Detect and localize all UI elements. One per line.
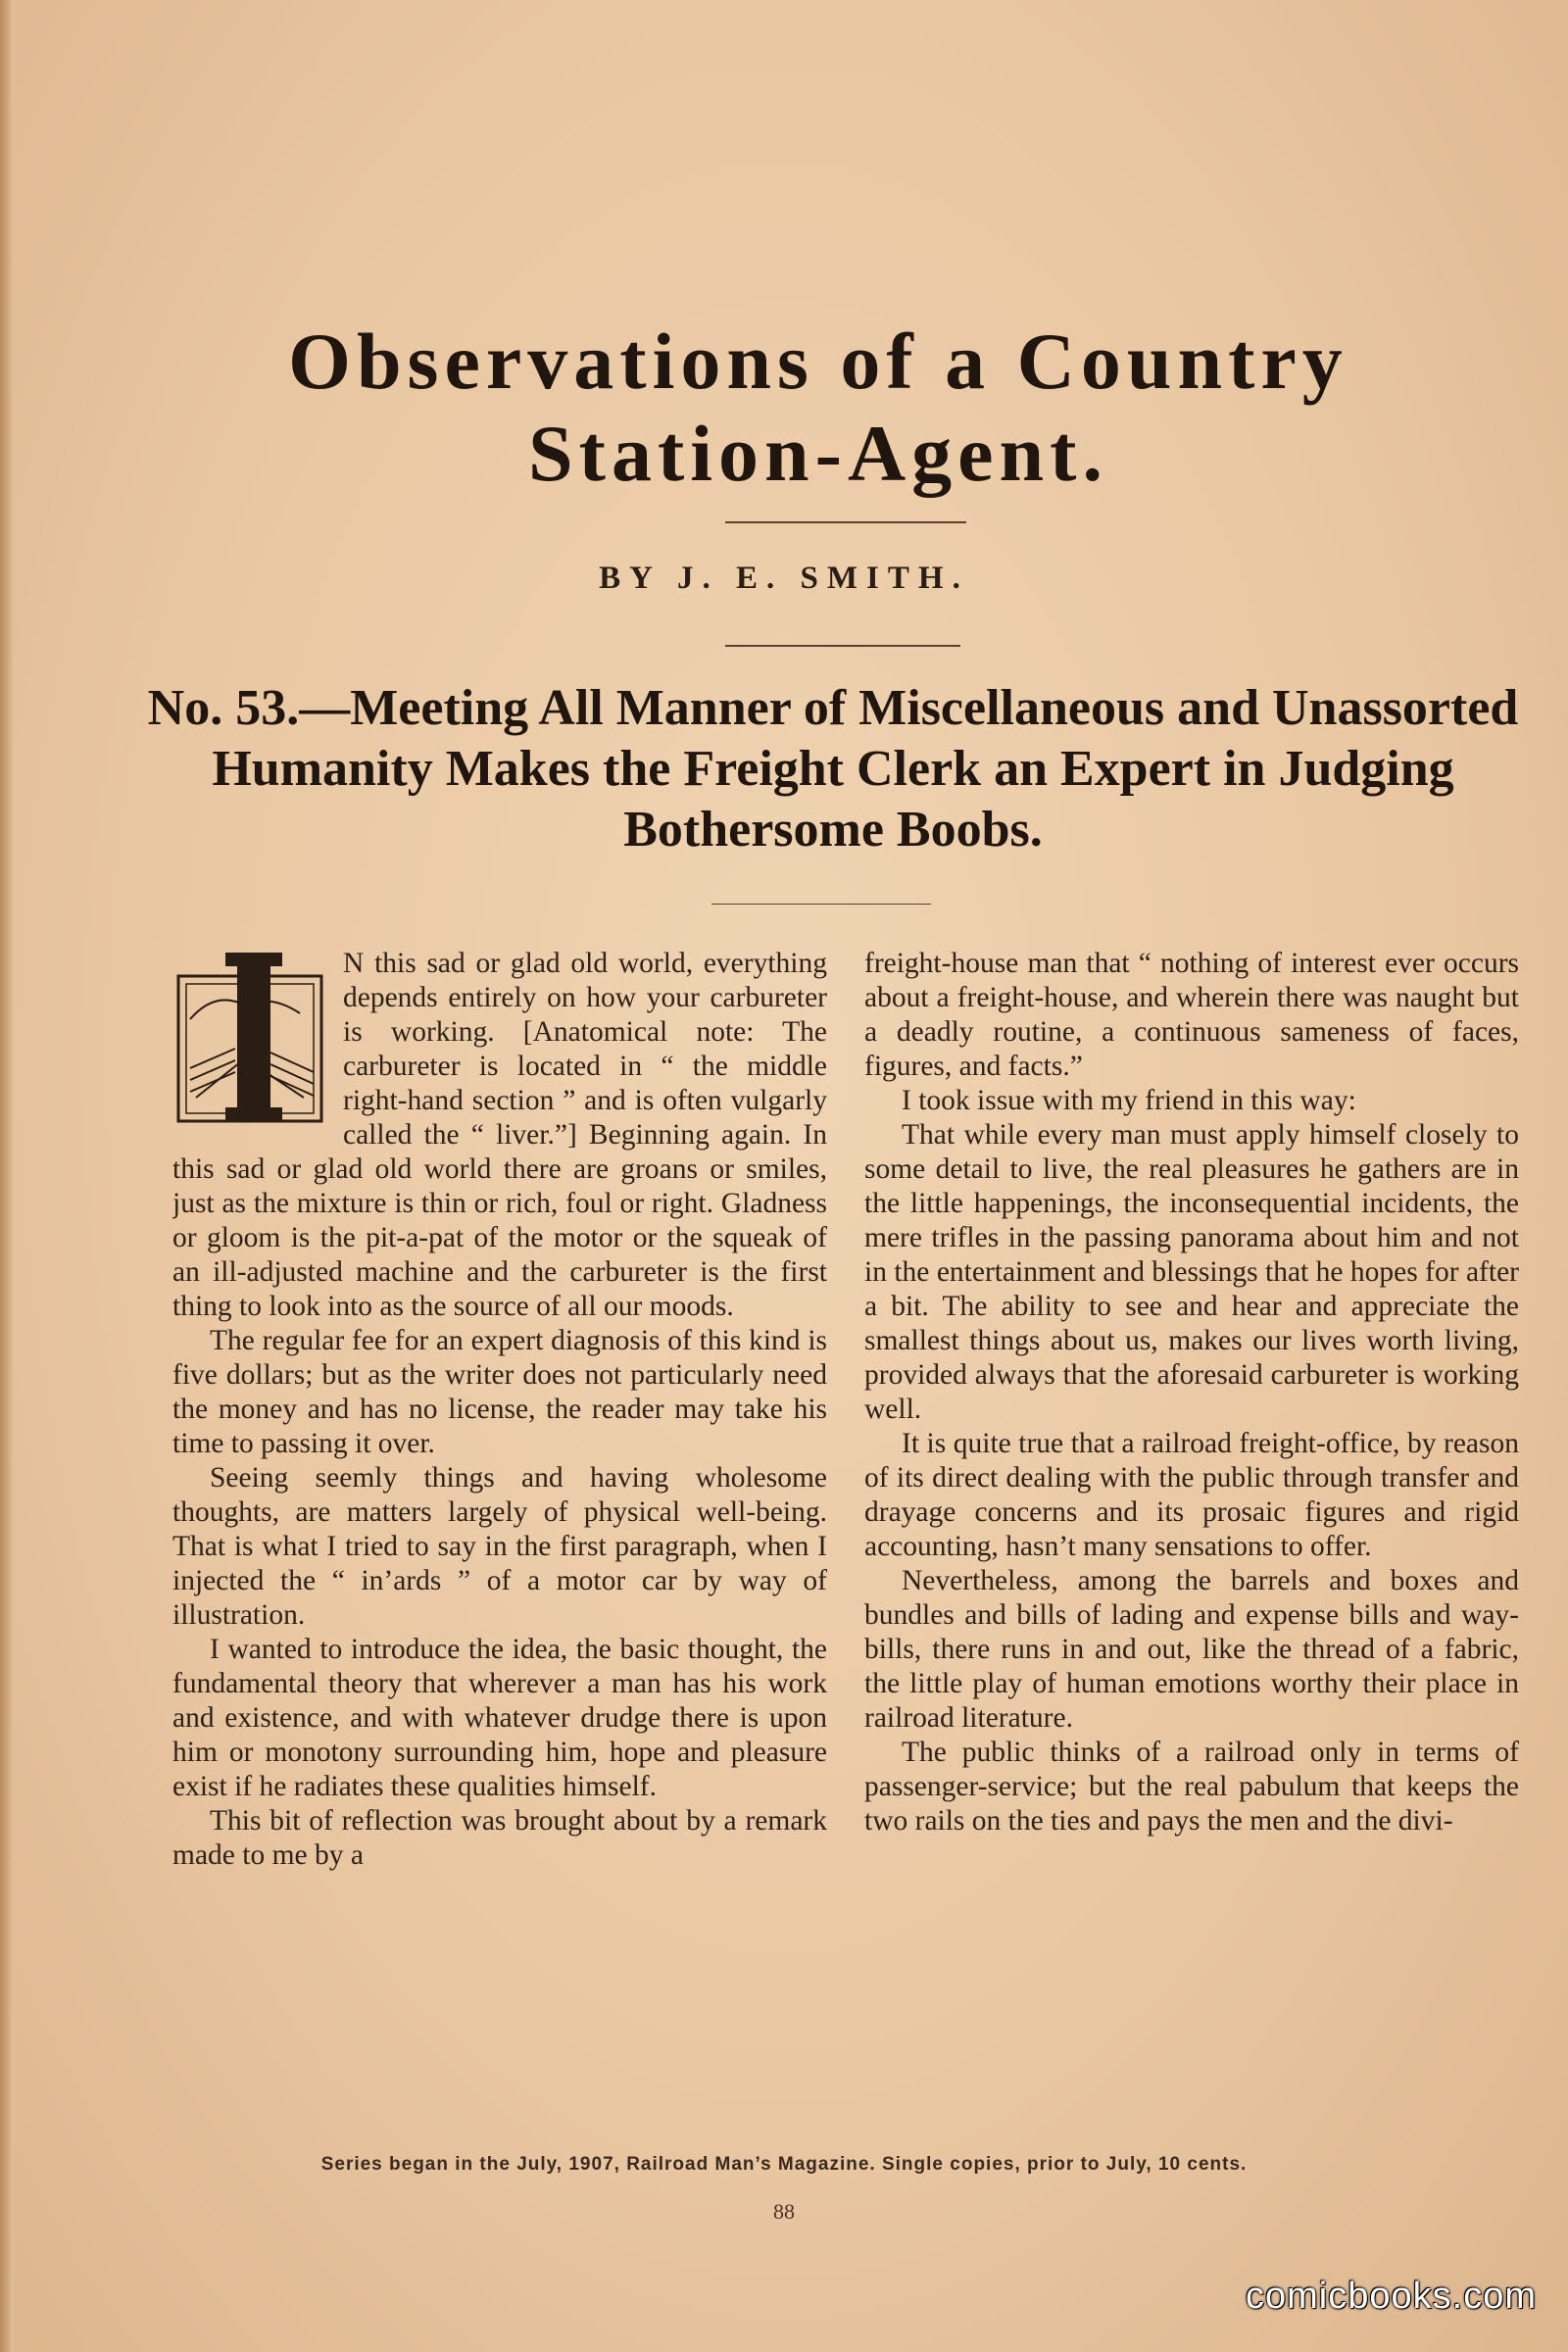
article-subtitle: No. 53.—Meeting All Manner of Miscellaneous and Unassorted Humanity Makes the Freight Clerk an Expert in Judging Bothersome Boobs. xyxy=(147,680,1519,858)
article-title: Observations of a Country Station-Agent. xyxy=(288,317,1348,498)
title-divider xyxy=(725,521,966,523)
paragraph: This bit of reflection was brought about by a remark made to me by a xyxy=(172,1805,827,1871)
byline-divider xyxy=(725,645,960,647)
dropcap-illustration xyxy=(176,951,325,1125)
page-number: 88 xyxy=(773,2199,795,2224)
byline: BY J. E. SMITH. xyxy=(599,561,969,596)
paragraph: That while every man must apply himself closely to some detail to live, the real pleasures he gathers are in the little happenings, the inconsequential incidents, the mere trifles in the passing panorama about him and not in the entertainment and blessings that he hopes for after a bit. The ability to see and hear and appreciate the smallest things about us, makes our lives worth living, provided always that the aforesaid carbureter is working well. xyxy=(864,1119,1519,1425)
subtitle-divider xyxy=(711,904,931,905)
series-footnote: Series began in the July, 1907, Railroad Man’s Magazine. Single copies, prior to July, 10 cents. xyxy=(320,2154,1248,2175)
watermark-logo: comicbooks.com xyxy=(1246,2276,1537,2317)
paragraph: I took issue with my friend in this way: xyxy=(902,1085,1356,1116)
paragraph: N this sad or glad old world, everything depends entirely on how your carbureter is working. [Anatomical note: The carbureter is located in “ the middle right-hand section ” and is often vulgarly called the “ liver.”] Beginning again. In this sad or glad old world there are groans or smiles, just as the mixture is thin or rich, foul or right. Gladness or gloom is the pit-a-pat of the motor or the squeak of an ill-adjusted machine and the carbureter is the first thing to look into as the source of all our moods. xyxy=(172,948,827,1322)
page-edge xyxy=(0,0,14,2352)
dropcap-letter: I xyxy=(253,980,255,981)
paragraph: Seeing seemly things and having wholesome thoughts, are matters largely of physical well-being. That is what I tried to say in the first paragraph, when I injected the “ in’ards ” of a motor car by way of illustration. xyxy=(172,1462,827,1631)
paragraph: Nevertheless, among the barrels and boxes and bundles and bills of lading and expense bills and way-bills, there runs in and out, like the thread of a fabric, the little play of human emotions worthy their place in railroad literature. xyxy=(864,1565,1519,1734)
paragraph: The regular fee for an expert diagnosis of this kind is five dollars; but as the writer does not particularly need the money and has no license, the reader may take his time to passing it over. xyxy=(172,1325,827,1459)
paragraph: I wanted to introduce the idea, the basic thought, the fundamental theory that wherever a man has his work and existence, and with whatever drudge there is upon him or monotony surrounding him, hope and pleasure exist if he radiates these qualities himself. xyxy=(172,1634,827,1802)
left-column xyxy=(172,947,827,2148)
right-column xyxy=(864,947,1519,2148)
paragraph: freight-house man that “ nothing of interest ever occurs about a freight-house, and wherein there was naught but a deadly routine, a continuous sameness of faces, figures, and facts.” xyxy=(864,948,1519,1082)
paragraph: It is quite true that a railroad freight-office, by reason of its direct dealing with the public through transfer and drayage concerns and its prosaic figures and rigid accounting, hasn’t many sensations to offer. xyxy=(864,1428,1519,1562)
paragraph: The public thinks of a railroad only in terms of passenger-service; but the real pabulum that keeps the two rails on the ties and pays the men and the divi- xyxy=(864,1737,1519,1837)
